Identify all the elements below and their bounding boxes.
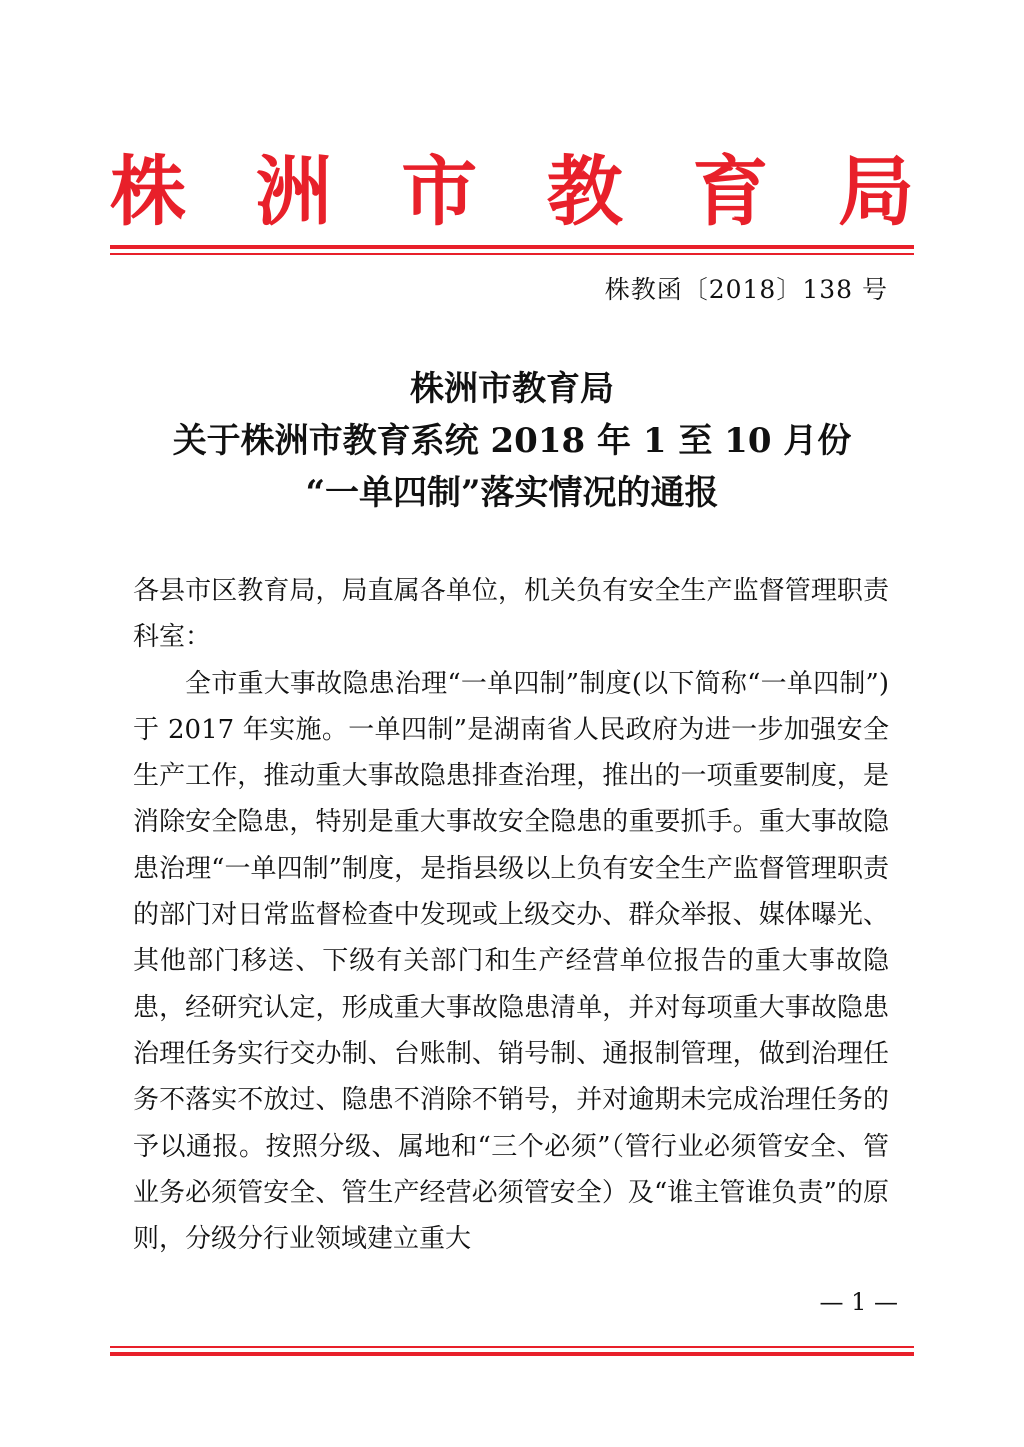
page-number: — 1 — <box>819 1288 898 1316</box>
org-header-char: 洲 <box>255 147 332 236</box>
body-paragraph: 全市重大事故隐患治理“一单四制”制度(以下简称“一单四制”)于 2017 年实施。一单四制”是湖南省人民政府为进一步加强安全生产工作，推动重大事故隐患排查治理，推出的一项重要制度，是消除安全隐患，特别是重大事故安全隐患的重要抓手。重大事故隐患治理“一单四制”制度，是指县级以上负有安全生产监督管理职责的部门对日常监督检查中发现或上级交办、群众举报、媒体曝光、其他部门移送、下级有关部门和生产经营单位报告的重大事故隐患，经研究认定，形成重大事故隐患清单，并对每项重大事故隐患治理任务实行交办制、台账制、销号制、通报制管理，做到治理任务不落实不放过、隐患不消除不销号，并对逾期未完成治理任务的予以通报。按照分级、属地和“三个必须”（管行业必须管安全、管业务必须管安全、管生产经营必须管安全）及“谁主管谁负责”的原则，分级分行业领域建立重大 <box>133 668 889 1255</box>
footer-divider-thick <box>110 1352 914 1356</box>
document-number: 株教函〔2018〕138 号 <box>604 275 888 304</box>
document-body <box>133 568 889 1262</box>
salutation: 各县市区教育局，局直属各单位，机关负有安全生产监督管理职责科室： <box>133 576 889 653</box>
footer-divider-thin <box>110 1346 914 1348</box>
org-header <box>110 147 914 236</box>
org-header-char: 育 <box>692 147 769 236</box>
title-line-2: 关于株洲市教育系统 2018 年 1 至 10 月份 <box>172 421 852 461</box>
title-line-1: 株洲市教育局 <box>410 369 614 409</box>
org-header-char: 市 <box>401 147 478 236</box>
org-header-char: 教 <box>546 147 623 236</box>
header-divider-thick <box>110 245 914 249</box>
org-header-char: 局 <box>837 147 914 236</box>
title-line-3: “一单四制”落实情况的通报 <box>305 473 719 513</box>
org-header-char: 株 <box>110 147 186 236</box>
header-divider-thin <box>110 253 914 255</box>
